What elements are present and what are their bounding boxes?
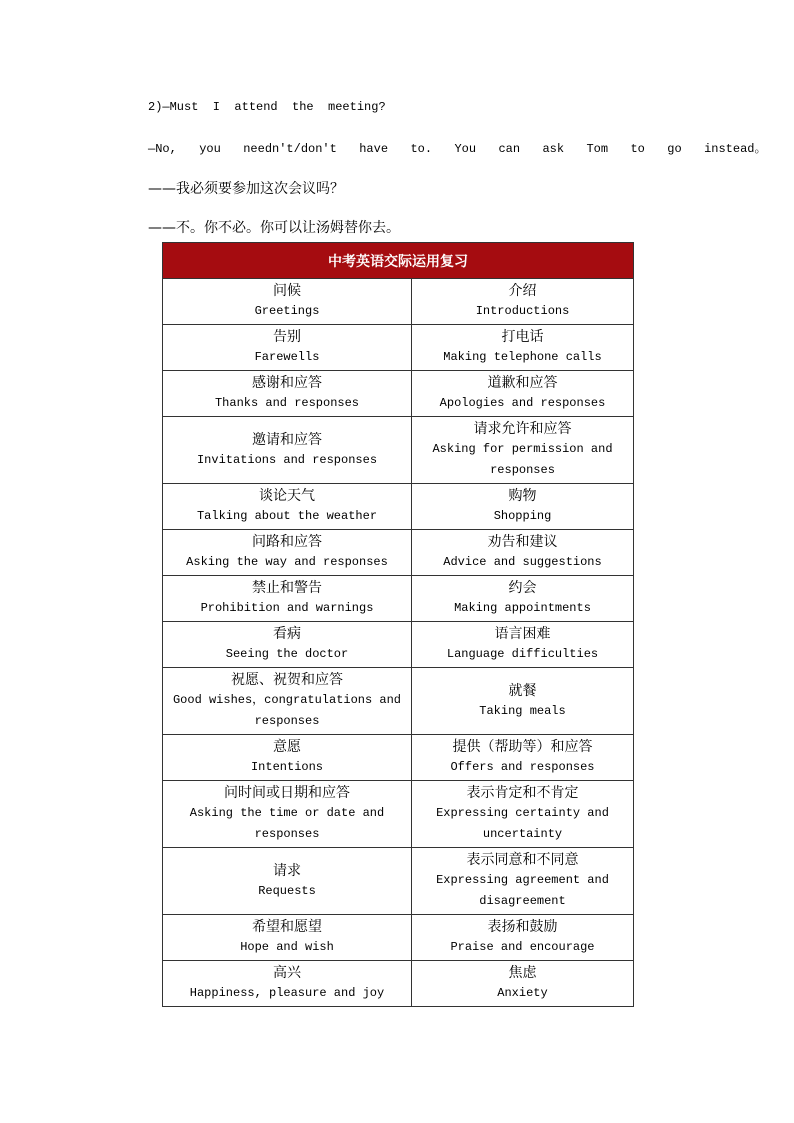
topic-chinese: 语言困难	[494, 626, 551, 642]
topic-chinese: 表示同意和不同意	[466, 852, 579, 868]
table-cell	[412, 325, 634, 371]
topic-chinese: 提供（帮助等）和应答	[452, 739, 593, 755]
topic-chinese: 问候	[273, 283, 301, 299]
topic-english: Expressing certainty and uncertainty	[436, 806, 609, 841]
table-body	[163, 279, 634, 1007]
topic-english: Making appointments	[454, 601, 591, 615]
topic-chinese: 高兴	[273, 965, 301, 981]
table-cell	[163, 279, 412, 325]
table-row	[163, 530, 634, 576]
table-cell	[163, 668, 412, 735]
table-row	[163, 668, 634, 735]
topic-english: Invitations and responses	[196, 452, 378, 467]
table-cell	[412, 279, 634, 325]
table-cell	[412, 848, 634, 915]
table-cell	[163, 530, 412, 576]
table-cell	[412, 668, 634, 735]
topic-chinese: 感谢和应答	[252, 375, 322, 391]
table-cell	[412, 915, 634, 961]
topic-english: Intentions	[250, 760, 323, 774]
topic-chinese: 问时间或日期和应答	[224, 785, 350, 801]
topic-english: Taking meals	[479, 703, 566, 718]
topic-chinese: 表示肯定和不肯定	[466, 785, 579, 801]
table-header-row	[163, 243, 634, 279]
topic-chinese: 劝告和建议	[487, 534, 558, 550]
table-cell	[163, 576, 412, 622]
dialogue-answer-zh: ——不。你不必。你可以让汤姆替你去。	[148, 220, 400, 236]
topic-english: Offers and responses	[450, 760, 595, 774]
dialogue-question-zh: ——我必须要参加这次会议吗？	[148, 181, 344, 197]
topic-chinese: 问路和应答	[252, 534, 322, 550]
topic-english: Good wishes，congratulations and responses	[172, 693, 402, 728]
topic-chinese: 购物	[508, 488, 537, 504]
topic-english: Language difficulties	[446, 647, 599, 661]
table-cell	[163, 622, 412, 668]
topic-chinese: 告别	[273, 329, 301, 345]
table-row	[163, 325, 634, 371]
table-row	[163, 915, 634, 961]
topic-english: Asking the way and responses	[186, 555, 388, 569]
table-cell	[412, 530, 634, 576]
topic-english: Praise and encourage	[450, 940, 595, 954]
table-cell	[163, 915, 412, 961]
topic-chinese: 希望和愿望	[252, 919, 322, 935]
table-row	[163, 848, 634, 915]
topic-chinese: 打电话	[501, 329, 544, 345]
topic-chinese: 祝愿、祝贺和应答	[231, 672, 343, 688]
table-row	[163, 279, 634, 325]
table-row	[163, 781, 634, 848]
table-cell	[163, 961, 412, 1007]
table-row	[163, 417, 634, 484]
topic-english: Making telephone calls	[443, 350, 602, 364]
topic-english: Prohibition and warnings	[200, 601, 374, 615]
table-row	[163, 735, 634, 781]
topic-english: Requests	[258, 883, 316, 898]
topic-english: Expressing agreement and disagreement	[436, 873, 609, 908]
table-cell	[163, 371, 412, 417]
topic-english: Seeing the doctor	[225, 647, 349, 661]
topic-english: Greetings	[254, 304, 320, 318]
topic-english: Talking about the weather	[196, 509, 378, 523]
table-row	[163, 484, 634, 530]
table-cell	[163, 735, 412, 781]
table-row	[163, 961, 634, 1007]
table-title: 中考英语交际运用复习	[163, 243, 634, 279]
table-cell	[412, 576, 634, 622]
topic-english: Apologies and responses	[439, 396, 606, 410]
topic-chinese: 邀请和应答	[252, 431, 322, 448]
table-row	[163, 371, 634, 417]
topic-english: Hope and wish	[240, 940, 334, 954]
table-cell	[163, 781, 412, 848]
table-row	[163, 576, 634, 622]
topic-english: Shopping	[493, 509, 552, 523]
table-row	[163, 622, 634, 668]
table-cell	[163, 417, 412, 484]
communication-topics-table	[162, 242, 634, 1007]
topic-chinese: 介绍	[508, 283, 537, 299]
topic-chinese: 焦虑	[508, 965, 537, 981]
topic-english: Asking for permission and responses	[432, 442, 613, 477]
topic-chinese: 约会	[508, 580, 537, 596]
topic-chinese: 请求	[273, 862, 301, 879]
table-cell	[412, 961, 634, 1007]
topic-chinese: 道歉和应答	[487, 375, 558, 391]
topic-chinese: 表扬和鼓励	[487, 919, 558, 935]
topic-chinese: 看病	[273, 626, 301, 642]
topic-english: Advice and suggestions	[443, 555, 602, 569]
topic-english: Farewells	[254, 350, 320, 364]
topic-chinese: 禁止和警告	[252, 580, 322, 596]
dialogue-answer-en: —No, you needn't/don't have to. You can ask Tom to go instead。	[148, 142, 767, 156]
table-cell	[412, 417, 634, 484]
table-cell	[163, 484, 412, 530]
topic-english: Introductions	[475, 304, 570, 318]
topic-chinese: 意愿	[273, 739, 301, 755]
table-cell	[412, 735, 634, 781]
table-cell	[412, 622, 634, 668]
table-cell	[163, 848, 412, 915]
topic-chinese: 请求允许和应答	[473, 421, 572, 437]
table-cell	[163, 325, 412, 371]
dialogue-question-en: 2)—Must I attend the meeting?	[148, 100, 386, 114]
table-cell	[412, 484, 634, 530]
topic-chinese: 就餐	[508, 682, 537, 699]
table-cell	[412, 781, 634, 848]
topic-english: Asking the time or date and responses	[189, 806, 385, 841]
topic-english: Anxiety	[497, 986, 548, 1000]
topic-english: Thanks and responses	[214, 396, 360, 410]
table-cell	[412, 371, 634, 417]
topic-english: Happiness, pleasure and joy	[189, 986, 385, 1000]
topic-chinese: 谈论天气	[259, 488, 315, 504]
